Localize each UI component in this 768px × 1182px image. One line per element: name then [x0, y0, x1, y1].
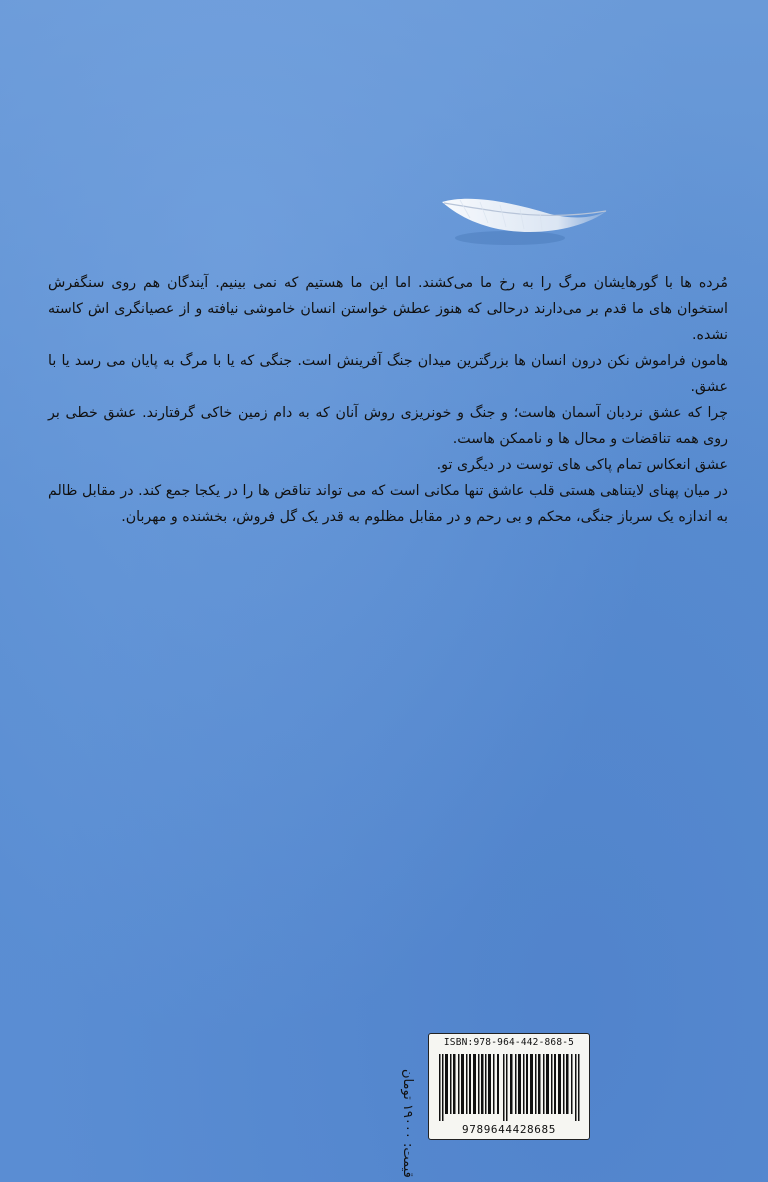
isbn-barcode [428, 1033, 590, 1140]
barcode-bars [437, 1054, 583, 1121]
isbn-label: ISBN:978-964-442-868-5 [443, 1037, 575, 1048]
paragraph-4: عشق انعکاس تمام پاکی های توست در دیگری تو. [436, 457, 728, 473]
paragraph-3: چرا که عشق نردبان آسمان هاست؛ و جنگ و خونریزی روش آنان که به دام زمین خاکی گرفتارند. عشق خطی بر روی همه تناقضات و محال ها و ناممکن هاست. [48, 405, 728, 447]
feather-illustration [440, 188, 610, 258]
barcode-number: 9789644428685 [462, 1123, 556, 1136]
price-label: قیمت: ۱۹۰۰۰ تومان [400, 1069, 415, 1178]
paragraph-1: مُرده ها با گورهایشان مرگ را به رخ ما می‌کشند. اما این ما هستیم که نمی بینیم. آیندگان هم روی سنگفرش استخوان های ما قدم بر می‌دارند درحالی که هنوز عطش خواستن انسان خاموشی نیافته و از عصیانگری اش کاسته نشده. [48, 275, 728, 343]
back-cover-text [48, 270, 728, 530]
paragraph-2: هامون فراموش نکن درون انسان ها بزرگترین میدان جنگ آفرینش است. جنگی که یا با مرگ به پایان می رسد یا با عشق. [48, 353, 728, 395]
paragraph-5: در میان پهنای لایتناهی هستی قلب عاشق تنها مکانی است که می تواند تناقض ها را در یکجا جمع کند. در مقابل ظالم به اندازه یک سرباز جنگی، محکم و بی رحم و در مقابل مظلوم به قدر یک گل فروش، بخشنده و مهربان. [48, 483, 728, 525]
